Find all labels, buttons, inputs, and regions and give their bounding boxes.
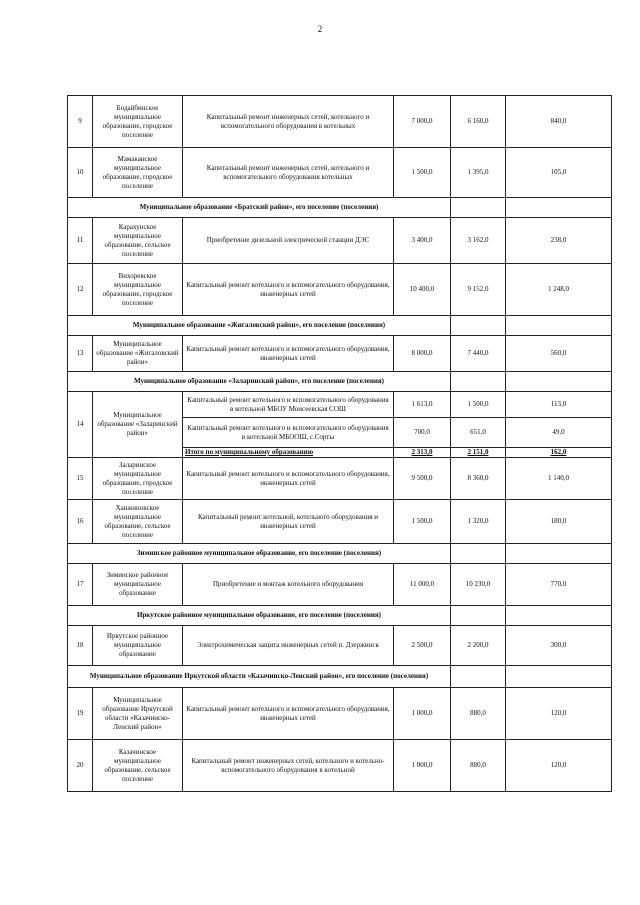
total-cell: 2 500,0 xyxy=(394,626,451,666)
row-number: 13 xyxy=(68,336,93,372)
empty-cell xyxy=(451,198,506,218)
empty-cell xyxy=(506,606,612,626)
row-number: 10 xyxy=(68,148,93,198)
total-cell: 1 613,0 xyxy=(394,392,451,418)
local-cell: 105,0 xyxy=(506,148,612,198)
empty-cell xyxy=(506,544,612,564)
total-cell: 1 500,0 xyxy=(394,500,451,544)
regional-cell: 2 200,0 xyxy=(451,626,506,666)
row-number: 17 xyxy=(68,564,93,606)
group-header-row xyxy=(68,606,612,626)
row-number: 11 xyxy=(68,218,93,264)
regional-cell: 8 360,0 xyxy=(451,458,506,500)
work-cell: Капитальный ремонт котельной, котельного оборудования и инженерных сетей xyxy=(183,500,394,544)
work-cell: Капитальный ремонт котельного и вспомогательного оборудования в котельной МБООШ, с.Сорты xyxy=(183,418,394,448)
row-number: 15 xyxy=(68,458,93,500)
total-cell: 1 000,0 xyxy=(394,740,451,792)
local-cell: 120,0 xyxy=(506,688,612,740)
empty-cell xyxy=(451,666,506,688)
regional-cell: 1 320,0 xyxy=(451,500,506,544)
municipality-cell: Муниципальное образование Иркутской области «Казачинско-Ленский район» xyxy=(93,688,183,740)
work-cell: Капитальный ремонт котельного и вспомогательного оборудования, инженерных сетей xyxy=(183,264,394,316)
total-cell: 3 400,0 xyxy=(394,218,451,264)
subtotal-regional: 2 151,0 xyxy=(451,448,506,458)
regional-cell: 651,0 xyxy=(451,418,506,448)
work-cell: Капитальный ремонт котельного и вспомогательного оборудования, инженерных сетей xyxy=(183,336,394,372)
local-cell: 180,0 xyxy=(506,500,612,544)
regional-cell: 880,0 xyxy=(451,688,506,740)
table-row xyxy=(68,626,612,666)
local-cell: 770,0 xyxy=(506,564,612,606)
row-number: 12 xyxy=(68,264,93,316)
municipality-cell: Муниципальное образование «Жигаловский район» xyxy=(93,336,183,372)
municipality-cell: Мамаканское муниципальное образование, городское поселение xyxy=(93,148,183,198)
local-cell: 238,0 xyxy=(506,218,612,264)
page-number: 2 xyxy=(317,24,323,34)
work-cell: Капитальный ремонт котельного и вспомогательного оборудования в котельной МБОУ Моисеевская СОШ xyxy=(183,392,394,418)
table-row xyxy=(68,264,612,316)
empty-cell xyxy=(506,316,612,336)
total-cell: 700,0 xyxy=(394,418,451,448)
total-cell: 8 000,0 xyxy=(394,336,451,372)
work-cell: Приобретение и монтаж котельного оборудования xyxy=(183,564,394,606)
subtotal-local: 162,0 xyxy=(506,448,612,458)
total-cell: 1 000,0 xyxy=(394,688,451,740)
empty-cell xyxy=(451,372,506,392)
regional-cell: 6 160,0 xyxy=(451,96,506,148)
group-header-row xyxy=(68,544,612,564)
work-cell: Капитальный ремонт инженерных сетей, котельного и котельно-вспомогательного оборудования в котельной xyxy=(183,740,394,792)
table-row xyxy=(68,392,612,418)
group-header-row xyxy=(68,198,612,218)
regional-cell: 10 230,0 xyxy=(451,564,506,606)
local-cell: 1 248,0 xyxy=(506,264,612,316)
regional-cell: 9 152,0 xyxy=(451,264,506,316)
row-number: 16 xyxy=(68,500,93,544)
regional-cell: 7 440,0 xyxy=(451,336,506,372)
table-row xyxy=(68,148,612,198)
empty-cell xyxy=(506,666,612,688)
work-cell: Капитальный ремонт котельного и вспомогательного оборудования, инженерных сетей xyxy=(183,458,394,500)
local-cell: 560,0 xyxy=(506,336,612,372)
group-title: Муниципальное образование Иркутской области «Казачинско-Ленский район», его поселение (поселения) xyxy=(68,666,451,688)
table-row xyxy=(68,336,612,372)
group-header-row xyxy=(68,372,612,392)
subtotal-total: 2 313,0 xyxy=(394,448,451,458)
local-cell: 49,0 xyxy=(506,418,612,448)
empty-cell xyxy=(506,198,612,218)
table-row xyxy=(68,218,612,264)
total-cell: 7 000,0 xyxy=(394,96,451,148)
table-row xyxy=(68,500,612,544)
row-number: 14 xyxy=(68,392,93,458)
municipality-cell: Иркутское районное муниципальное образование xyxy=(93,626,183,666)
empty-cell xyxy=(451,606,506,626)
total-cell: 9 500,0 xyxy=(394,458,451,500)
group-header-row xyxy=(68,666,612,688)
group-title: Зиминское районное муниципальное образование, его поселение (поселения) xyxy=(68,544,451,564)
municipality-cell: Казачинское муниципальное образование, сельское поселение xyxy=(93,740,183,792)
municipality-cell: Вихоревское муниципальное образование, городское поселение xyxy=(93,264,183,316)
regional-cell: 1 395,0 xyxy=(451,148,506,198)
local-cell: 300,0 xyxy=(506,626,612,666)
row-number: 19 xyxy=(68,688,93,740)
table-row xyxy=(68,564,612,606)
funding-table xyxy=(67,95,612,792)
row-number: 9 xyxy=(68,96,93,148)
local-cell: 1 140,0 xyxy=(506,458,612,500)
work-cell: Капитальный ремонт котельного и вспомогательного оборудования, инженерных сетей xyxy=(183,688,394,740)
empty-cell xyxy=(451,316,506,336)
subtotal-label: Итого по муниципальному образованию xyxy=(183,448,394,458)
work-cell: Электрохимическая защита инженерных сетей п. Дзержинск xyxy=(183,626,394,666)
municipality-cell: Ханжиновское муниципальное образование, сельское поселение xyxy=(93,500,183,544)
group-title: Муниципальное образование «Жигаловский район», его поселение (поселения) xyxy=(68,316,451,336)
municipality-cell: Муниципальное образование «Заларинский район» xyxy=(93,392,183,458)
row-number: 18 xyxy=(68,626,93,666)
table-row xyxy=(68,688,612,740)
local-cell: 113,0 xyxy=(506,392,612,418)
municipality-cell: Заларинское муниципальное образование, городское поселение xyxy=(93,458,183,500)
group-title: Иркутское районное муниципальное образование, его поселение (поселения) xyxy=(68,606,451,626)
regional-cell: 1 500,0 xyxy=(451,392,506,418)
work-cell: Приобретение дизельной электрической станции ДЭС xyxy=(183,218,394,264)
municipality-cell: Карахунское муниципальное образование, сельское поселение xyxy=(93,218,183,264)
total-cell: 11 000,0 xyxy=(394,564,451,606)
group-title: Муниципальное образование «Братский район», его поселение (поселения) xyxy=(68,198,451,218)
work-cell: Капитальный ремонт инженерных сетей, котельного и вспомогательного оборудования котельных xyxy=(183,148,394,198)
total-cell: 1 500,0 xyxy=(394,148,451,198)
municipality-cell: Зиминское районное муниципальное образование xyxy=(93,564,183,606)
local-cell: 120,0 xyxy=(506,740,612,792)
table-row xyxy=(68,458,612,500)
local-cell: 840,0 xyxy=(506,96,612,148)
empty-cell xyxy=(451,544,506,564)
regional-cell: 3 162,0 xyxy=(451,218,506,264)
regional-cell: 880,0 xyxy=(451,740,506,792)
table-row xyxy=(68,96,612,148)
table-row xyxy=(68,740,612,792)
work-cell: Капитальный ремонт инженерных сетей, котельного и вспомогательного оборудования в котельных xyxy=(183,96,394,148)
group-title: Муниципальное образование «Заларинский район», его поселение (поселения) xyxy=(68,372,451,392)
municipality-cell: Бодайбинское муниципальное образование, городское поселение xyxy=(93,96,183,148)
group-header-row xyxy=(68,316,612,336)
row-number: 20 xyxy=(68,740,93,792)
empty-cell xyxy=(506,372,612,392)
total-cell: 10 400,0 xyxy=(394,264,451,316)
